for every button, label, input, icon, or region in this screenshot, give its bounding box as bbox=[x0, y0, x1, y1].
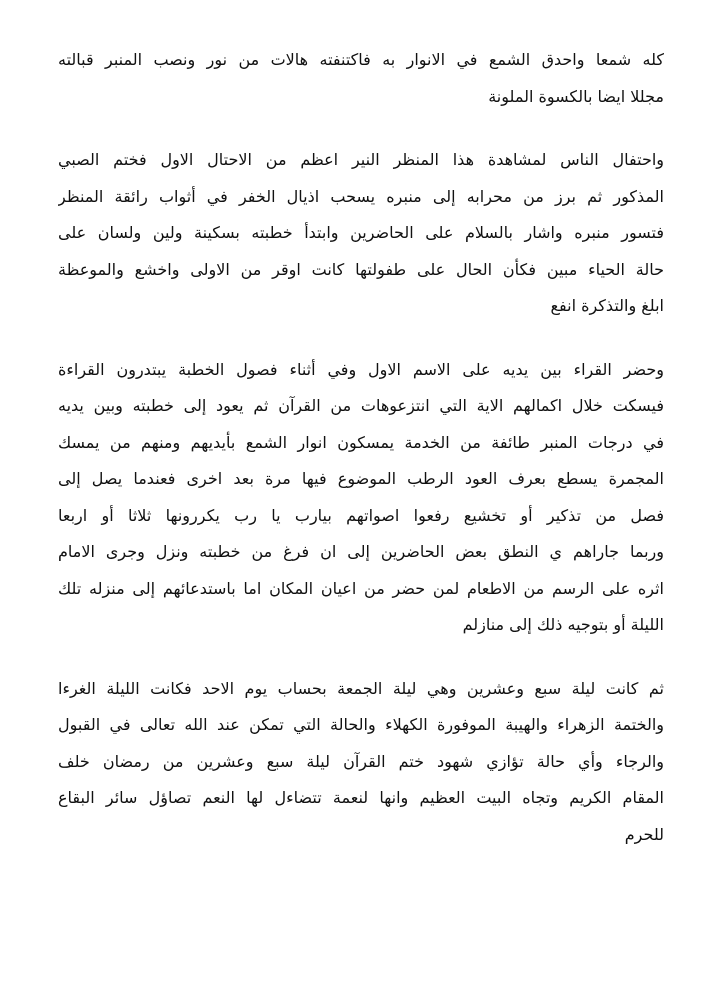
text-line: والختمة الزهراء والهيبة الموفورة الكهلاء والحالة التي تمكن عند الله تعالى في القبول bbox=[58, 715, 664, 734]
text-line: المذكور ثم برز من محرابه إلى منبره يسحب اذيال الخفر في أثواب رائقة المنظر bbox=[58, 186, 664, 206]
text-line: كله شمعا واحدق الشمع في الانوار به فاكتنفته هالات من نور ونصب المنبر قبالته bbox=[58, 50, 664, 69]
text-line: للحرم bbox=[624, 824, 664, 844]
text-line: ثم كانت ليلة سبع وعشرين وهي ليلة الجمعة بحساب يوم الاحد فكانت الليلة الغرءا bbox=[58, 678, 664, 698]
document-page bbox=[58, 42, 664, 880]
paragraph-2 bbox=[58, 142, 664, 325]
text-line: مجللا ايضا بالكسوة الملونة bbox=[488, 86, 664, 106]
text-line: وربما جاراهم ي النطق بعض الحاضرين إلى ان فرغ من خطبته ونزل وجرى الامام bbox=[58, 542, 664, 561]
text-line: فصل من تذكير أو تخشيع رفعوا اصواتهم بيارب يا رب يكررونها ثلاثا أو اربعا bbox=[58, 505, 664, 525]
text-line: ابلغ والتذكرة انفع bbox=[550, 296, 664, 315]
text-line: في درجات المنبر طائفة من الخدمة يمسكون انوار الشمع بأيديهم ومنهم من يمسك bbox=[58, 432, 664, 452]
text-line: والرجاء وأي حالة تؤازي شهود ختم القرآن ليلة سبع وعشرين من رمضان خلف bbox=[58, 751, 664, 771]
text-line: اثره على الرسم من الاطعام لمن حضر من اعيان المكان اما باستدعائهم إلى منزله تلك bbox=[58, 578, 664, 598]
text-line: واحتفال الناس لمشاهدة هذا المنظر النير اعظم من الاحتال الاول فختم الصبي bbox=[58, 150, 664, 169]
text-line: حالة الحياء مبين فكأن الحال على طفولتها كانت اوقر من الاولى واخشع والموعظة bbox=[58, 259, 664, 279]
text-line: وحضر القراء بين يديه على الاسم الاول وفي أثناء فصول الخطبة يبتدرون القراءة bbox=[58, 359, 664, 379]
text-line: الليلة أو بتوجيه ذلك إلى منازلم bbox=[462, 615, 664, 634]
paragraph-4 bbox=[58, 671, 664, 854]
paragraph-1 bbox=[58, 42, 664, 115]
text-line: المجمرة يسطع بعرف العود الرطب الموضوع فيها مرة بعد اخرى فعندما يصل إلى bbox=[58, 469, 664, 488]
text-line: فيسكت خلال اكمالهم الاية التي انتزعوهات من القرآن ثم يعود إلى خطبته وبين يديه bbox=[58, 396, 664, 415]
text-line: فتسور منبره واشار بالسلام على الحاضرين وابتدأ خطبته بسكينة ولين ولسان على bbox=[58, 223, 664, 242]
text-line: المقام الكريم وتجاه البيت العظيم وانها لنعمة تتضاءل لها النعم تصاؤل سائر البقاع bbox=[58, 788, 664, 807]
paragraph-3 bbox=[58, 352, 664, 644]
